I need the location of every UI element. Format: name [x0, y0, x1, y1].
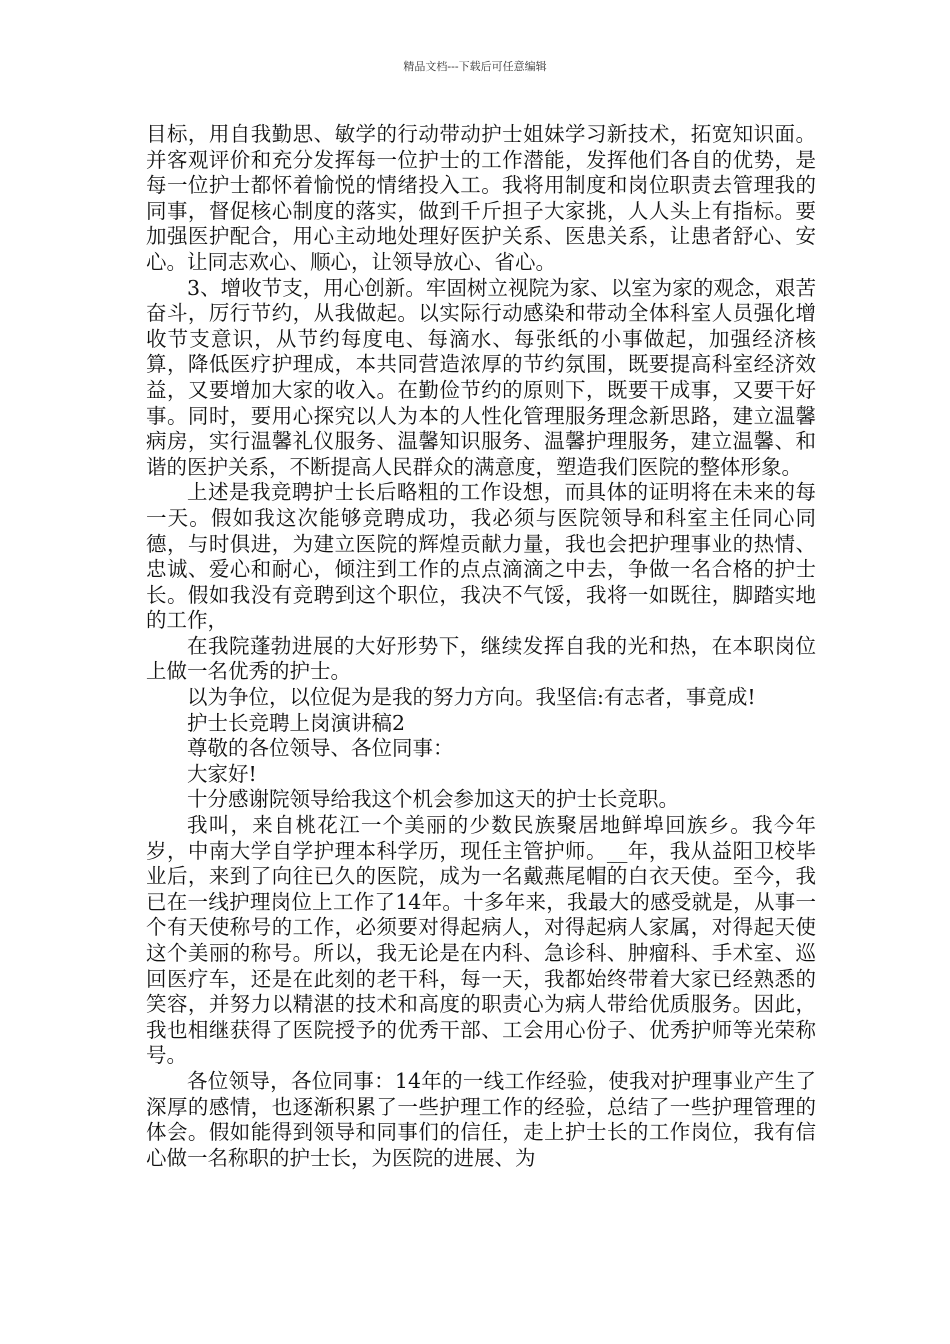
- paragraph: 目标，用自我勤思、敏学的行动带动护士姐妹学习新技术，拓宽知识面。并客观评价和充分发挥每一位护士的工作潜能，发挥他们各自的优势，是每一位护士都怀着愉悦的情绪投入工。我将用制度和岗位职责去管理我的同事，督促核心制度的落实，做到千斤担子大家挑，人人头上有指标。要加强医护配合，用心主动地处理好医护关系、医患关系，让患者舒心、安心。让同志欢心、顺心，让领导放心、省心。: [146, 122, 816, 274]
- salutation: 尊敬的各位领导、各位同事：: [187, 736, 454, 761]
- paragraph: 3、增收节支，用心创新。牢固树立视院为家、以室为家的观念，艰苦奋斗，厉行节约，从我做起。以实际行动感染和带动全体科室人员强化增收节支意识，从节约每度电、每滴水、每张纸的小事做起，加强经济核算，降低医疗护理成，本共同营造浓厚的节约氛围，既要提高科室经济效益，又要增加大家的收入。在勤俭节约的原则下，既要干成事，又要干好事。同时，要用心探究以人为本的人性化管理服务理念新思路，建立温馨病房，实行温馨礼仪服务、温馨知识服务、温馨护理服务，建立温馨、和谐的医护关系，不断提高人民群众的满意度，塑造我们医院的整体形象。: [146, 275, 816, 479]
- paragraph: 在我院蓬勃进展的大好形势下，继续发挥自我的光和热，在本职岗位上做一名优秀的护士。: [146, 633, 816, 684]
- paragraph: 上述是我竞聘护士长后略粗的工作设想，而具体的证明将在未来的每一天。假如我这次能够竞聘成功，我必须与医院领导和科室主任同心同德，与时俱进，为建立医院的辉煌贡献力量，我也会把护理事业的热情、忠诚、爱心和耐心，倾注到工作的点点滴滴之中去，争做一名合格的护士长。假如我没有竞聘到这个职位，我决不气馁，我将一如既往，脚踏实地的工作，: [146, 480, 816, 633]
- paragraph: 各位领导，各位同事：14年的一线工作经验，使我对护理事业产生了深厚的感情，也逐渐积累了一些护理工作的经验，总结了一些护理管理的体会。假如能得到领导和同事们的信任，走上护士长的工作岗位，我有信心做一名称职的护士长，为医院的进展、为: [146, 1068, 816, 1170]
- document-body: [146, 122, 816, 1171]
- page-header: 精品文档---下载后可任意编辑: [403, 60, 547, 73]
- section-title: 护士长竞聘上岗演讲稿2: [187, 710, 406, 735]
- greeting: 大家好!: [187, 761, 257, 786]
- paragraph: 以为争位，以位促为是我的努力方向。我坚信:有志者，事竟成!: [187, 685, 756, 710]
- paragraph: 我叫，来自桃花江一个美丽的少数民族聚居地鲜埠回族乡。我今年岁，中南大学自学护理本科学历，现任主管护师。__年，我从益阳卫校毕业后，来到了向往已久的医院，成为一名戴燕尾帽的白衣天使。至今，我已在一线护理岗位上工作了14年。十多年来，我最大的感受就是，从事一个有天使称号的工作，必须要对得起病人，对得起病人家属，对得起天使这个美丽的称号。所以，我无论是在内科、急诊科、肿瘤科、手术室、巡回医疗车，还是在此刻的老干科，每一天，我都始终带着大家已经熟悉的笑容，并努力以精湛的技术和高度的职责心为病人带给优质服务。因此，我也相继获得了医院授予的优秀干部、工会用心份子、优秀护师等光荣称号。: [146, 813, 816, 1068]
- paragraph: 十分感谢院领导给我这个机会参加这天的护士长竞职。: [187, 787, 679, 812]
